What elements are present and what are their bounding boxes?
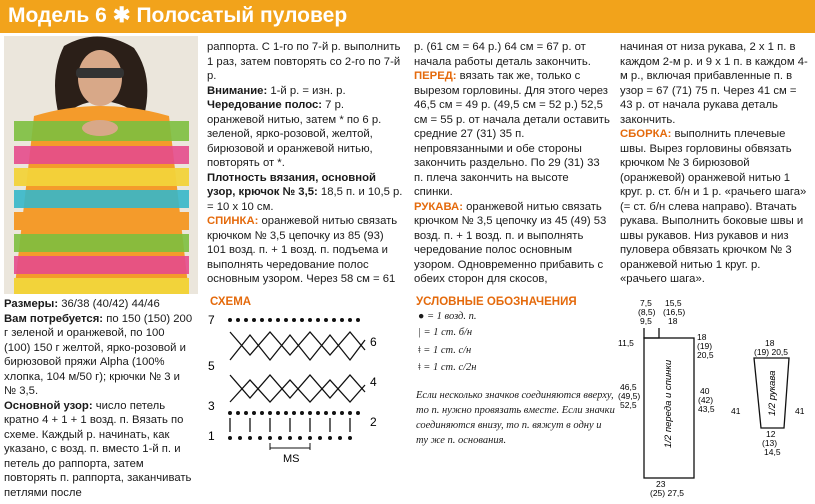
stripes-label: Чередование полос: (207, 99, 323, 111)
col3-paragraph: р. (61 см = 64 р.) 64 см = 67 р. от начала работы деталь закончить. (414, 41, 591, 68)
dc-symbol-icon: ǂ (418, 345, 421, 356)
scheme-title: СХЕМА (210, 296, 252, 308)
col4-paragraph: начиная от низа рукава, 2 x 1 п. в каждом 2-м р. и 9 x 1 п. в каждом 4-м р., включая прибавленные п. в узор = 67 (71) 75 п. Через 41 см = 43 р. от начала рукава деталь закончить. (620, 41, 808, 126)
svg-text:11,5: 11,5 (618, 338, 634, 348)
svg-text:(8,5): (8,5) (638, 307, 656, 317)
left-text (4, 297, 194, 500)
column-3 (414, 40, 610, 287)
legend-note: Если несколько значков соединяются вверху, то п. нужно провязать вместе. Если значки соединяются внизу, то п. вяжут в одну и ту же п. основания. (416, 390, 615, 446)
svg-text:7,5: 7,5 (640, 298, 652, 308)
assembly-label: СБОРКА: (620, 128, 672, 140)
tr-symbol-icon: ǂ (418, 362, 421, 373)
legend-chain: ● = 1 возд. п. (418, 311, 477, 322)
sizes-label: Размеры: (4, 298, 59, 310)
svg-text:14,5: 14,5 (764, 447, 781, 457)
svg-text:(25) 27,5: (25) 27,5 (650, 488, 685, 498)
sleeves-text: оранжевой нитью связать крючком № 3,5 цепочку из 45 (49) 53 возд. п. + 1 возд. п. и выполнять чередование полос основным узором. Одновременно прибавить с обеих сторон для скосов, (414, 200, 607, 285)
attention-label: Внимание: (207, 84, 268, 97)
stripes-text: 7 р. оранжевой нитью, затем * по 6 р. зеленой, ярко-розовой, желтой, бирюзовой и оранжевой нитью, повторять от *. (207, 99, 382, 169)
crochet-scheme (205, 310, 385, 475)
stitch-row-2 (230, 418, 350, 432)
svg-text:20,5: 20,5 (697, 350, 714, 360)
header-banner (0, 0, 815, 33)
svg-text:41: 41 (731, 406, 741, 416)
svg-text:(42): (42) (698, 395, 714, 405)
rapport-label: MS (283, 453, 300, 465)
svg-text:12: 12 (766, 429, 776, 439)
column-4 (620, 40, 810, 287)
density-text: 18,5 п. и 10,5 р. = 10 x 10 см. (207, 186, 403, 213)
photo-illustration (4, 36, 198, 294)
sc-symbol-icon: | (418, 327, 421, 338)
svg-text:(49,5): (49,5) (618, 391, 641, 401)
front-text: вязать так же, только с вырезом горловины. Для этого через 46,5 см = 49 р. (49,5 см = 52 р.) 52,5 см = 55 р. от начала детали оставить средние 27 (31) 35 п. непровязанными и обе стороны закончить раздельно. По 29 (31) 33 п. плеча закончить на высоте спинки. (414, 70, 610, 198)
svg-text:52,5: 52,5 (620, 400, 637, 410)
svg-text:18: 18 (697, 332, 707, 342)
svg-text:43,5: 43,5 (698, 404, 715, 414)
chain-row-3 (228, 411, 360, 415)
column-2 (207, 40, 404, 287)
assembly-text: выполнить плечевые швы. Вырез горловины обвязать крючком № 3 бирюзовой (оранжевой) оранжевой нитью 1 круг. р. ст. б/н и 1 р. «рачьего шага» (= ст. б/н слева направо). Втачать рукава. Выполнить боковые швы и швы рукавов. Низ рукавов и низ пуловера обвязать крючком № 3 оранжевой нитью 1 круг. р. «рачьего шага». (620, 128, 807, 285)
materials-label: Вам потребуется: (4, 312, 104, 325)
attention-text: 1-й р. = изн. р. (267, 84, 346, 97)
back-text: оранжевой нитью связать крючком № 3,5 цепочку из 85 (93) 101 возд. п. + 1 возд. п. подъема и выполнять чередование полос основным узором. Через 58 см = 61 (207, 215, 398, 285)
back-label: СПИНКА: (207, 215, 259, 227)
rapport-bracket (270, 443, 310, 450)
legend-sc: | = 1 ст. б/н (418, 327, 473, 338)
model-photo (4, 36, 198, 294)
density-label: Плотность вязания, основной узор, крючок № 3,5: (207, 171, 376, 198)
model-title: Полосатый пуловер (136, 4, 348, 27)
pattern-diagrams (614, 298, 814, 498)
row-label-5: 5 (208, 359, 215, 373)
svg-text:1/2 переда и спинки: 1/2 переда и спинки (663, 359, 674, 448)
zigzag-rows (230, 332, 365, 402)
sizes-value: 36/38 (40/42) 44/46 (58, 298, 160, 310)
svg-text:9,5: 9,5 (640, 316, 652, 326)
svg-text:40: 40 (700, 386, 710, 396)
materials-text: по 150 (150) 200 г зеленой и оранжевой, по 100 (100) 150 г желтой, ярко-розовой и бирюзовой пряжи Alpha (100% хлопка, 104 м/50 г); крючки № 3 и № 3,5. (4, 312, 193, 397)
row-label-4: 4 (370, 375, 377, 389)
page-title (8, 3, 347, 28)
svg-text:18: 18 (765, 338, 775, 348)
legend-title: УСЛОВНЫЕ ОБОЗНАЧЕНИЯ (416, 296, 577, 308)
pattern-text: число петель кратно 4 + 1 + 1 возд. п. Вязать по схеме. Каждый р. начинать, как указано, с возд. п. вместо 1-й п. и петель до раппорта, затем повторять п. раппорта, заканчивать петлями после (4, 399, 192, 499)
svg-text:41: 41 (795, 406, 805, 416)
chain-row-7 (228, 318, 360, 322)
front-label: ПЕРЕД: (414, 70, 457, 82)
svg-text:15,5: 15,5 (665, 298, 682, 308)
pattern-label: Основной узор: (4, 399, 93, 412)
svg-text:46,5: 46,5 (620, 382, 637, 392)
row-label-2: 2 (370, 415, 377, 429)
chain-row-1 (228, 436, 352, 440)
star-icon: ✱ (112, 4, 131, 27)
legend-dc: ǂ = 1 ст. с/н (418, 345, 472, 356)
col2-paragraph: раппорта. С 1-го по 7-й р. выполнить 1 раз, затем повторять со 2-го по 7-й р. (207, 41, 401, 82)
row-label-3: 3 (208, 399, 215, 413)
chain-symbol-icon: ● (418, 311, 425, 322)
svg-text:(19) 20,5: (19) 20,5 (754, 347, 789, 357)
legend-tr: ǂ = 1 ст. с/2н (418, 362, 477, 373)
row-label-6: 6 (370, 335, 377, 349)
svg-text:(13): (13) (762, 438, 778, 448)
model-number: Модель 6 (8, 4, 107, 27)
svg-text:(16,5): (16,5) (663, 307, 686, 317)
svg-text:18: 18 (668, 316, 678, 326)
svg-text:23: 23 (656, 479, 666, 489)
row-label-7: 7 (208, 313, 215, 327)
svg-text:(19): (19) (697, 341, 713, 351)
svg-text:1/2 рукава: 1/2 рукава (767, 370, 778, 416)
row-label-1: 1 (208, 429, 215, 443)
sleeves-label: РУКАВА: (414, 200, 463, 213)
